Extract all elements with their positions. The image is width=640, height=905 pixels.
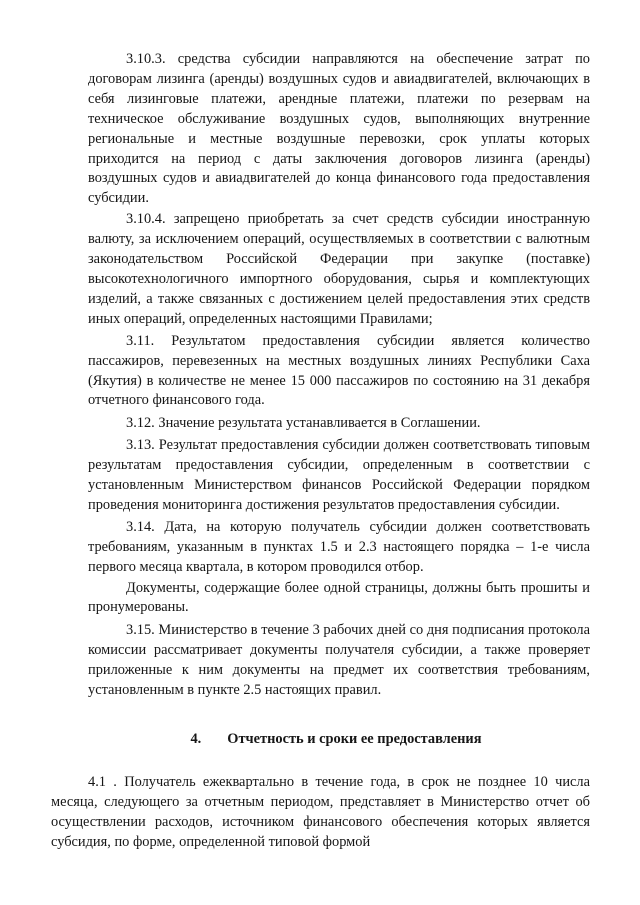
paragraph-3-11: 3.11. Результатом предоставления субсидии является количество пассажиров, перевезенных на местных воздушных линиях Республики Саха (Якутия) в количестве не менее 15 000 пассажиров по состоянию на 31 декабря отчетного финансового года. <box>88 332 590 409</box>
paragraph-3-15: 3.15. Министерство в течение 3 рабочих дней со дня подписания протокола комиссии рассматривает документы получателя субсидии, а также проверяет приложенные к ним документы на предмет их соответствия требованиям, установленным в пункте 2.5 настоящих правил. <box>88 622 590 699</box>
paragraph-3-12: 3.12. Значение результата устанавливается в Соглашении. <box>126 415 481 432</box>
paragraph-3-13: 3.13. Результат предоставления субсидии должен соответствовать типовым результатам предоставления субсидии, определенным в соответствии с установленным Министерством финансов Российской Федерации порядком проведения мониторинга достижения результатов предоставления субсидии. <box>88 437 590 513</box>
section-heading <box>88 729 590 749</box>
paragraph-3-10-3: 3.10.3. средства субсидии направляются на обеспечение затрат по договорам лизинга (аренды) воздушных судов и авиадвигателей, включающих в себя лизинговые платежи, арендные платежи, платежи по резервам на техническое обслуживание воздушных судов, выполняющих внутренние региональные и местные воздушные перевозки, срок уплаты которых приходится на период с даты заключения договоров лизинга (аренды) воздушных судов и авиадвигателей до конца финансового года предоставления субсидии. <box>88 51 590 207</box>
section-number: 4. <box>190 731 202 747</box>
paragraph-3-14: 3.14. Дата, на которую получатель субсидии должен соответствовать требованиям, указанным в пунктах 1.5 и 2.3 настоящего порядка – 1-е числа первого месяца квартала, в котором проводился отбор. <box>88 518 590 575</box>
paragraph-documents-note: Документы, содержащие более одной страницы, должны быть прошиты и пронумерованы. <box>88 579 590 616</box>
paragraph-4-1: 4.1 . Получатель ежеквартально в течение года, в срок не позднее 10 числа месяца, следующего за отчетным периодом, представляет в Министерство отчет об осуществлении расходов, источником финансового обеспечения которых является субсидия, по форме, определенной типовой формой <box>51 774 590 850</box>
paragraph-3-10-4: 3.10.4. запрещено приобретать за счет средств субсидии иностранную валюту, за исключением операций, осуществляемых в соответствии с валютным законодательством Российской Федерации при закупке (поставке) высокотехнологичного импортного оборудования, сырья и комплектующих изделий, а также связанных с достижением целей предоставления этих средств иных операций, определенных настоящими Правилами; <box>88 211 590 327</box>
section-title: Отчетность и сроки ее предоставления <box>227 731 482 747</box>
